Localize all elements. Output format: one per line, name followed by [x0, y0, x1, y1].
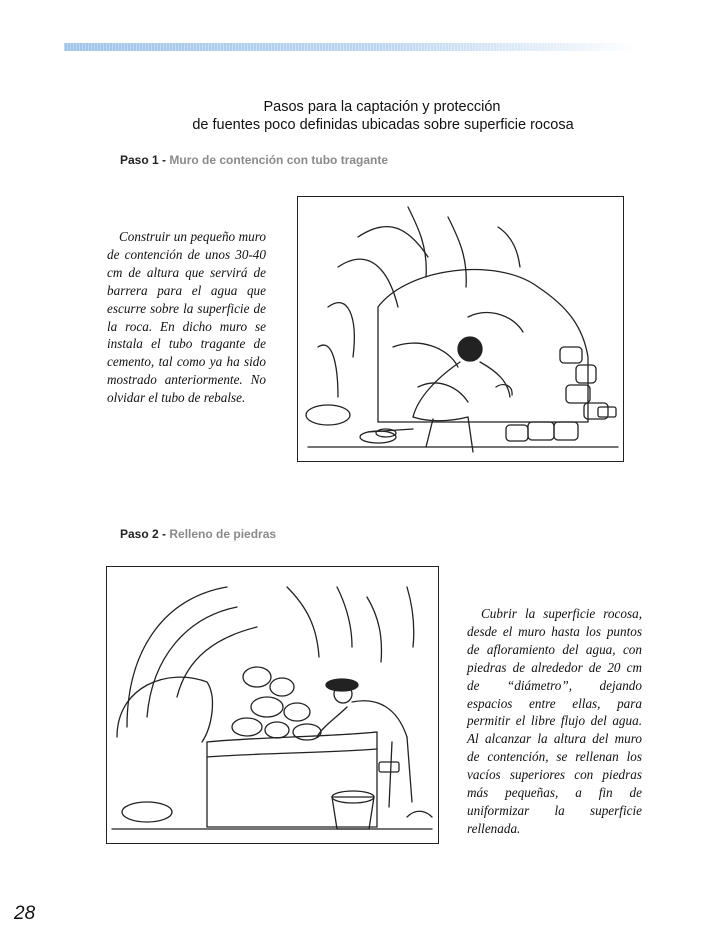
step-2-heading [120, 527, 276, 541]
step-2-number: Paso 2 - [120, 527, 167, 541]
step-1-illustration [297, 196, 624, 462]
page-title-line-1: Pasos para la captación y protección [263, 99, 501, 115]
step-2-illustration [106, 566, 439, 844]
page-title-line-2: de fuentes poco definidas ubicadas sobre superficie rocosa [192, 117, 574, 133]
step-1-name: Muro de contención con tubo tragante [169, 153, 389, 167]
worker-building-wall-drawing [298, 197, 623, 461]
step-2-name: Relleno de piedras [169, 527, 277, 541]
step-1-heading [120, 153, 388, 167]
page-number: 28 [14, 903, 36, 924]
step-1-number: Paso 1 - [120, 153, 167, 167]
step-1-description: Construir un pequeño muro de contención de unos 30-40 cm de altura que servirá de barrera para el agua que escurre sobre la superficie de la roca. En dicho muro se instala el tubo tragante de cemento, tal como ya ha sido mostrado anteriormente. No olvidar el tubo de rebalse. [107, 229, 266, 406]
step-2-description: Cubrir la superficie rocosa, desde el muro hasta los puntos de afloramiento del agua, con piedras de alrededor de 20 cm de “diámetro”, dejando espacios entre ellas, para permitir el libre flujo del agua. Al alcanzar la altura del muro de contención, se rellenan los vacíos superiores con piedras más pequeñas, a fin de uniformizar la superficie rellenada. [467, 606, 642, 836]
worker-filling-stones-drawing [107, 567, 438, 843]
header-decorative-bar [64, 43, 639, 51]
